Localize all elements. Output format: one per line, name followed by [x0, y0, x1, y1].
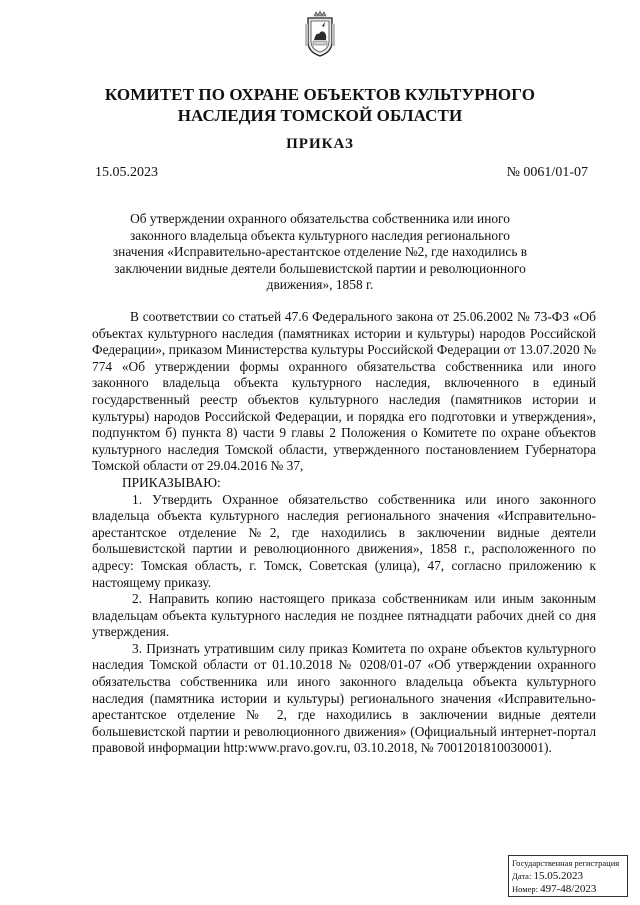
organization-title	[60, 84, 580, 126]
coat-of-arms-icon	[302, 10, 338, 58]
registration-title: Государственная регистрация	[512, 858, 620, 868]
order-item-1: 1. Утвердить Охранное обязательство собственника или иного законного владельца объекта культурного наследия регионального значения «Исправительно-арестантское отделение №2, где находились в заключении видные деятели большевистской партии и революционного движения», 1858 г., расположенного по адресу: Томская область, г. Томск, Советская (улица), 47, согласно приложению к настоящему приказу.	[92, 491, 596, 590]
org-title-line2: НАСЛЕДИЯ ТОМСКОЙ ОБЛАСТИ	[177, 106, 463, 125]
document-type: ПРИКАЗ	[286, 136, 354, 152]
registration-number: 497-48/2023	[540, 883, 597, 895]
registration-number-label: Номер:	[512, 884, 538, 894]
order-item-3: 3. Признать утратившим силу приказ Комитета по охране объектов культурного наследия Томской области от 01.10.2018 № 0208/01-07 «Об утверждении охранного обязательства собственника или иного законного владельца объекта культурного наследия (памятника истории и культуры) регионального значения «Исправительно-арестантское отделение № 2, где находились в заключении видные деятели большевистской партии и революционного движения» (Официальный интернет-портал правовой информации http:www.pravo.gov.ru, 03.10.2018, № 7001201810030001).	[92, 640, 596, 756]
preamble-paragraph: В соответствии со статьей 47.6 Федерального закона от 25.06.2002 № 73-ФЗ «Об объектах культурного наследия (памятниках истории и культуры) народов Российской Федерации», приказом Министерства культуры Российской Федерации от 13.07.2020 № 774 «Об утверждении формы охранного обязательства собственника или иного законного владельца объекта культурного наследия, включенного в единый государственный реестр объектов культурного наследия (памятников истории и культуры) народов Российской Федерации, и порядка его подготовки и утверждения», подпунктом б) пункта 8) части 9 главы 2 Положения о Комитете по охране объектов культурного наследия Томской области, утвержденного постановлением Губернатора Томской области от 29.04.2016 № 37,	[92, 309, 596, 474]
document-number: № 0061/01-07	[506, 165, 588, 180]
order-item-2: 2. Направить копию настоящего приказа собственникам или иным законным владельцам объекта культурного наследия не позднее пятнадцати рабочих дней со дня утверждения.	[92, 591, 596, 640]
document-body	[92, 309, 596, 757]
registration-stamp	[508, 855, 628, 897]
document-date: 15.05.2023	[95, 165, 158, 180]
registration-date-label: Дата:	[512, 871, 532, 881]
order-word: ПРИКАЗЫВАЮ:	[122, 474, 221, 490]
org-title-line1: КОМИТЕТ ПО ОХРАНЕ ОБЪЕКТОВ КУЛЬТУРНОГО	[104, 85, 536, 104]
registration-date: 15.05.2023	[533, 870, 583, 882]
document-subject: Об утверждении охранного обязательства собственника или иного законного владельца объекта культурного наследия регионального значения «Исправительно-арестантское отделение №2, где находились в заключении видные деятели большевистской партии и революционного движения», 1858 г.	[112, 211, 528, 293]
